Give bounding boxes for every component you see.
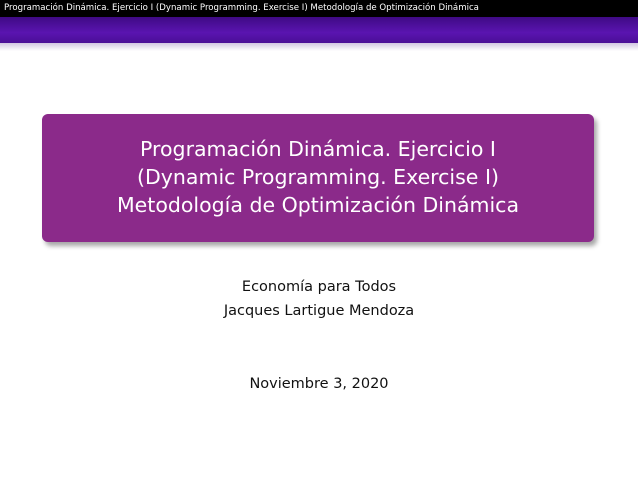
- date: Noviembre 3, 2020: [249, 376, 389, 392]
- title-line-3: Metodología de Optimización Dinámica: [116, 193, 520, 217]
- header-band: [0, 17, 638, 43]
- author: Jacques Lartigue Mendoza: [223, 303, 415, 319]
- header-band-shadow: [0, 43, 638, 51]
- title-line-2: (Dynamic Programming. Exercise I): [137, 165, 499, 189]
- institution: Economía para Todos: [241, 279, 397, 295]
- title-box: [42, 114, 594, 242]
- running-title: Programación Dinámica. Ejercicio I (Dynamic Programming. Exercise I) Metodología de Optimización Dinámica: [4, 3, 479, 13]
- running-header: [0, 0, 638, 17]
- title-line-1: Programación Dinámica. Ejercicio I: [140, 137, 496, 161]
